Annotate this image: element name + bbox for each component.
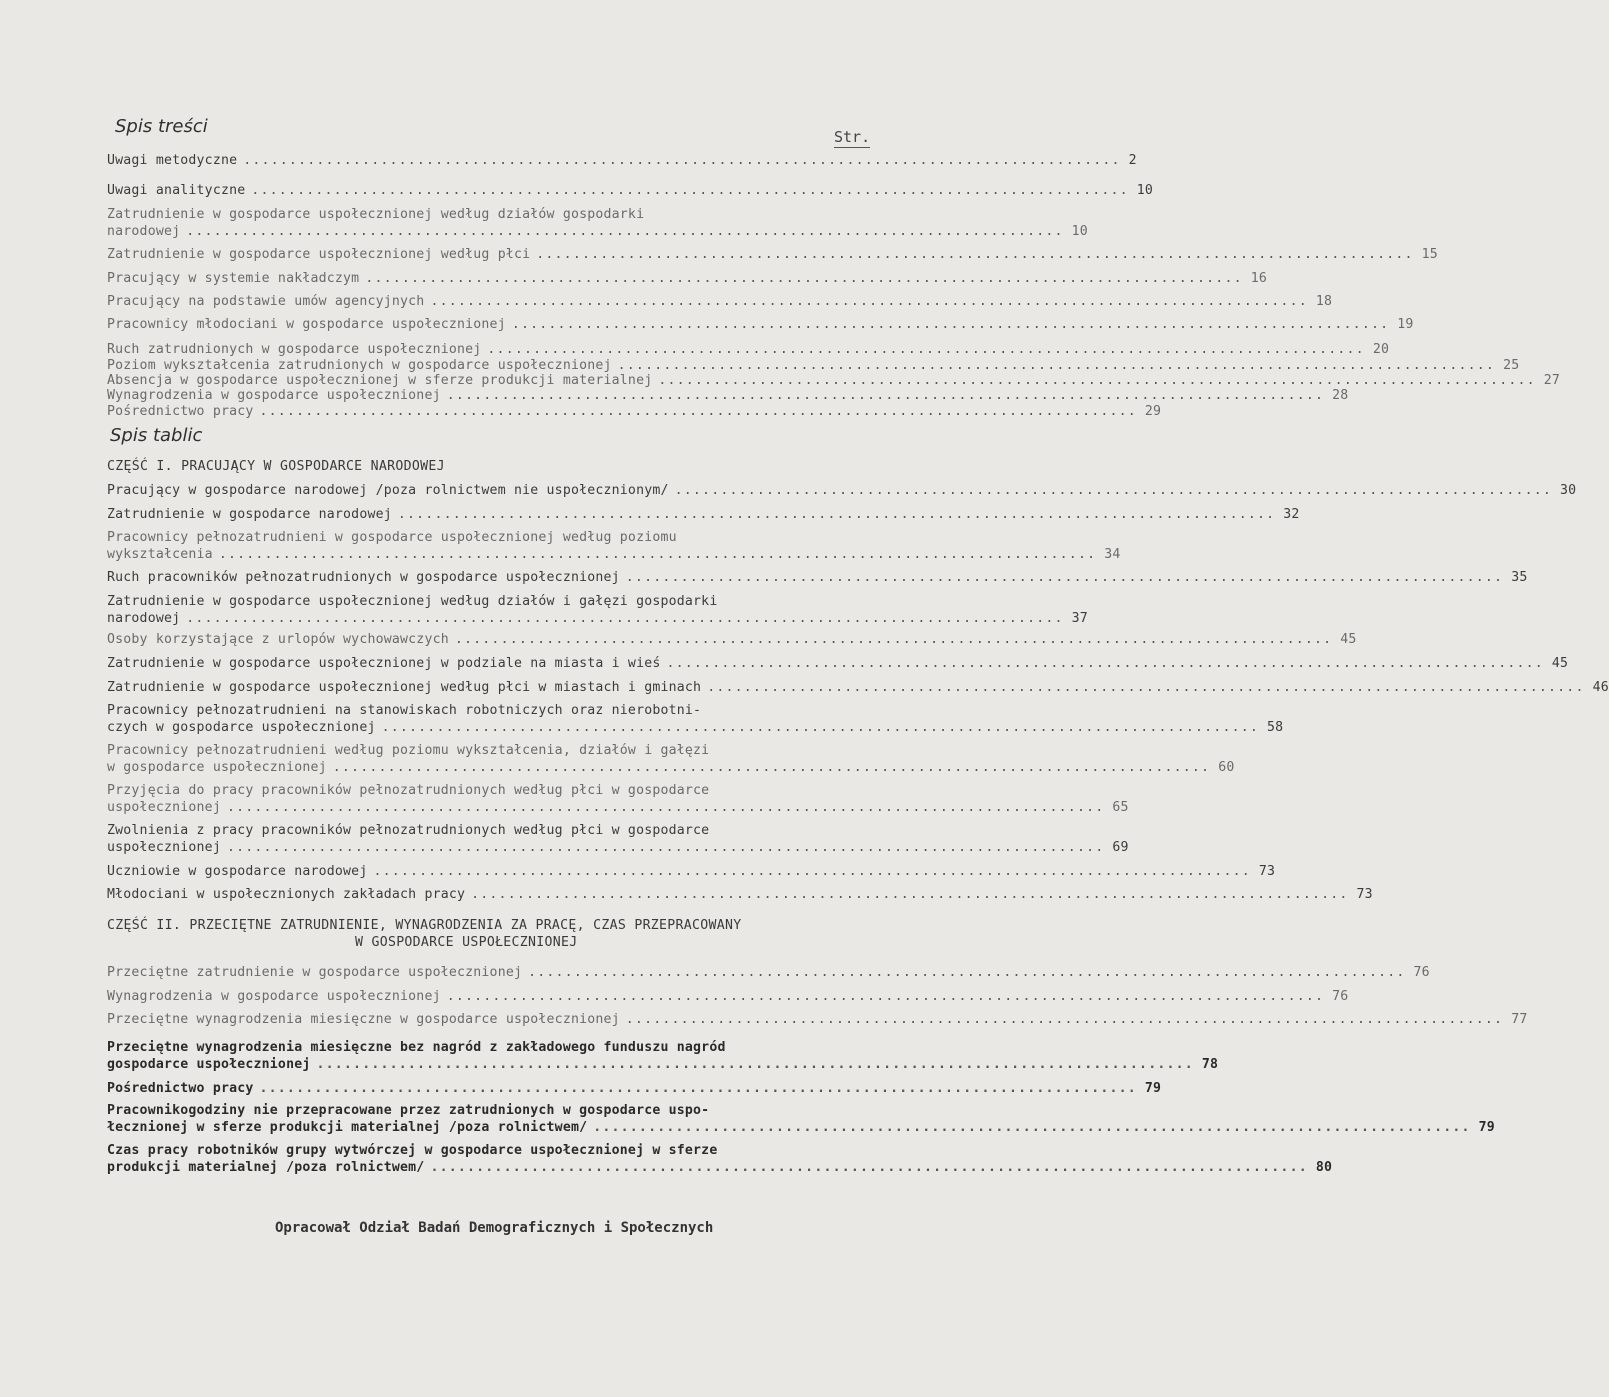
- leader-dots: ................................................................................................: [528, 965, 1406, 980]
- table-entry-text: gospodarce uspołecznionej: [107, 1057, 311, 1072]
- table-entry: [107, 1011, 1528, 1028]
- table-entry-text: narodowej: [107, 611, 181, 626]
- table-entry: [107, 702, 1284, 736]
- leader-dots: ................................................................................................: [454, 632, 1333, 647]
- table-entry-text: Zatrudnienie w gospodarce narodowej: [107, 507, 392, 522]
- leader-dots: ................................................................................................: [446, 989, 1325, 1004]
- table-entry-page: 60: [1218, 760, 1235, 775]
- toc-entry: [107, 403, 1162, 420]
- table-entry-text: łecznionej w sferze produkcji materialnej /poza rolnictwem/: [107, 1120, 588, 1135]
- table-entry-text: Uczniowie w gospodarce narodowej: [107, 864, 368, 879]
- toc-entry: [107, 293, 1333, 310]
- leader-dots: ................................................................................................: [625, 1012, 1504, 1027]
- table-entry-text: Osoby korzystające z urlopów wychowawczych: [107, 632, 449, 647]
- toc-entry: [107, 387, 1349, 404]
- table-entry-text: wykształcenia: [107, 547, 213, 562]
- toc-entry-text: Pośrednictwo pracy: [107, 404, 254, 419]
- table-entry-text: uspołecznionej: [107, 840, 221, 855]
- table-entry: [107, 1142, 1333, 1176]
- leader-dots: ................................................................................................: [226, 800, 1105, 815]
- table-entry-first-line: Pracownicy pełnozatrudnieni według poziomu wykształcenia, działów i gałęzi: [107, 743, 710, 758]
- table-entry-page: 78: [1201, 1057, 1219, 1072]
- leader-dots: ................................................................................................: [316, 1057, 1194, 1072]
- table-entry-text: Pracujący w gospodarce narodowej /poza rolnictwem nie uspołecznionym/: [107, 483, 669, 498]
- part-2-heading: CZĘŚĆ II. PRZECIĘTNE ZATRUDNIENIE, WYNAGRODZENIA ZA PRACĘ, CZAS PRZEPRACOWANY: [107, 918, 742, 933]
- toc-entry-text: Poziom wykształcenia zatrudnionych w gospodarce uspołecznionej: [107, 358, 612, 373]
- contents-title: Spis treści: [115, 116, 208, 137]
- leader-dots: ................................................................................................: [365, 271, 1243, 286]
- part-1-heading: CZĘŚĆ I. PRACUJĄCY W GOSPODARCE NARODOWEJ: [107, 459, 445, 474]
- toc-entry-page: 28: [1332, 388, 1349, 403]
- toc-entry-page: 10: [1071, 224, 1088, 239]
- table-entry: [107, 782, 1129, 816]
- leader-dots: ................................................................................................: [430, 294, 1308, 309]
- table-entry-first-line: Zwolnienia z pracy pracowników pełnozatrudnionych według płci w gospodarce: [107, 823, 710, 838]
- table-entry-text: Zatrudnienie w gospodarce uspołecznionej według płci w miastach i gminach: [107, 680, 702, 695]
- leader-dots: ................................................................................................: [259, 1081, 1137, 1096]
- table-entry-text: uspołecznionej: [107, 800, 221, 815]
- table-entry-page: 65: [1112, 800, 1129, 815]
- table-entry-page: 46: [1592, 680, 1609, 695]
- leader-dots: ................................................................................................: [658, 373, 1536, 388]
- table-entry: [107, 569, 1528, 586]
- leader-dots: ................................................................................................: [381, 720, 1260, 735]
- toc-entry-page: 25: [1503, 358, 1520, 373]
- table-entry: [107, 506, 1300, 523]
- leader-dots: ................................................................................................: [617, 358, 1496, 373]
- toc-entry: [107, 341, 1390, 358]
- table-entry: [107, 988, 1349, 1005]
- table-entry-page: 79: [1478, 1120, 1495, 1135]
- footer-credit: Opracował Odział Badań Demograficznych i Społecznych: [275, 1220, 714, 1236]
- table-entry-text: produkcji materialnej /poza rolnictwem/: [107, 1160, 425, 1175]
- table-entry-page: 45: [1551, 656, 1569, 671]
- table-entry-page: 73: [1356, 887, 1373, 902]
- table-entry-page: 79: [1144, 1081, 1162, 1096]
- toc-entry-text: Uwagi metodyczne: [107, 153, 238, 168]
- table-entry: [107, 631, 1357, 648]
- toc-entry-text: Ruch zatrudnionych w gospodarce uspołecznionej: [107, 342, 482, 357]
- table-entry: [107, 886, 1373, 903]
- leader-dots: ................................................................................................: [536, 247, 1414, 262]
- leader-dots: ................................................................................................: [511, 317, 1390, 332]
- toc-entry: [107, 182, 1154, 199]
- leader-dots: ................................................................................................: [471, 887, 1349, 902]
- table-entry-first-line: Pracownicy pełnozatrudnieni na stanowiskach robotniczych oraz nierobotni-: [107, 703, 702, 718]
- toc-entry-text: Wynagrodzenia w gospodarce uspołecznionej: [107, 388, 441, 403]
- leader-dots: ................................................................................................: [625, 570, 1504, 585]
- toc-entry: [107, 316, 1414, 333]
- toc-entry-page: 29: [1144, 404, 1162, 419]
- table-entry-page: 76: [1332, 989, 1349, 1004]
- table-entry-page: 32: [1283, 507, 1300, 522]
- table-entry: [107, 482, 1577, 499]
- table-entry: [107, 679, 1609, 696]
- leader-dots: ................................................................................................: [243, 153, 1121, 168]
- toc-entry-first-line: Zatrudnienie w gospodarce uspołecznionej według działów gospodarki: [107, 207, 645, 222]
- leader-dots: ................................................................................................: [446, 388, 1325, 403]
- table-entry: [107, 529, 1121, 563]
- table-entry-first-line: Czas pracy robotników grupy wytwórczej w gospodarce uspołecznionej w sferze: [107, 1143, 718, 1158]
- table-entry-text: w gospodarce uspołecznionej: [107, 760, 327, 775]
- toc-entry-text: Absencja w gospodarce uspołecznionej w sferze produkcji materialnej: [107, 373, 653, 388]
- leader-dots: ................................................................................................: [707, 680, 1585, 695]
- toc-entry-page: 2: [1128, 153, 1137, 168]
- table-entry-text: czych w gospodarce uspołecznionej: [107, 720, 376, 735]
- table-entry: [107, 1080, 1162, 1097]
- page-column-label: Str.: [834, 128, 871, 146]
- table-entry: [107, 1102, 1495, 1136]
- leader-dots: ................................................................................................: [666, 656, 1544, 671]
- table-entry-page: 76: [1413, 965, 1430, 980]
- table-entry-page: 80: [1315, 1160, 1333, 1175]
- table-entry-text: Młodociani w uspołecznionych zakładach pracy: [107, 887, 466, 902]
- leader-dots: ................................................................................................: [332, 760, 1211, 775]
- toc-entry-text: narodowej: [107, 224, 181, 239]
- part-2-heading-line2: W GOSPODARCE USPOŁECZNIONEJ: [355, 935, 578, 950]
- table-entry-text: Wynagrodzenia w gospodarce uspołecznionej: [107, 989, 441, 1004]
- leader-dots: ................................................................................................: [186, 224, 1064, 239]
- toc-entry: [107, 152, 1137, 169]
- table-entry-page: 77: [1511, 1012, 1528, 1027]
- table-entry-first-line: Przeciętne wynagrodzenia miesięczne bez nagród z zakładowego funduszu nagród: [107, 1040, 726, 1055]
- toc-entry-page: 19: [1397, 317, 1414, 332]
- leader-dots: ................................................................................................: [259, 404, 1137, 419]
- leader-dots: ................................................................................................: [251, 183, 1129, 198]
- table-entry-first-line: Pracownikogodziny nie przepracowane przez zatrudnionych w gospodarce uspo-: [107, 1103, 710, 1118]
- table-entry-page: 45: [1340, 632, 1357, 647]
- leader-dots: ................................................................................................: [186, 611, 1064, 626]
- toc-entry-text: Zatrudnienie w gospodarce uspołecznionej według płci: [107, 247, 531, 262]
- leader-dots: ................................................................................................: [593, 1120, 1471, 1135]
- leader-dots: ................................................................................................: [397, 507, 1276, 522]
- leader-dots: ................................................................................................: [674, 483, 1553, 498]
- table-entry-page: 73: [1258, 864, 1276, 879]
- toc-entry-page: 27: [1543, 373, 1561, 388]
- table-entry-page: 35: [1511, 570, 1528, 585]
- table-entry-first-line: Zatrudnienie w gospodarce uspołecznionej według działów i gałęzi gospodarki: [107, 594, 718, 609]
- table-entry-page: 58: [1267, 720, 1284, 735]
- table-entry-page: 37: [1071, 611, 1088, 626]
- tables-title: Spis tablic: [110, 425, 203, 446]
- table-entry-text: Przeciętne wynagrodzenia miesięczne w gospodarce uspołecznionej: [107, 1012, 620, 1027]
- table-entry-text: Przeciętne zatrudnienie w gospodarce uspołecznionej: [107, 965, 523, 980]
- table-entry: [107, 1039, 1219, 1073]
- toc-entry: [107, 270, 1268, 287]
- table-entry: [107, 593, 1088, 627]
- leader-dots: ................................................................................................: [487, 342, 1365, 357]
- leader-dots: ................................................................................................: [226, 840, 1105, 855]
- table-entry: [107, 964, 1430, 981]
- leader-dots: ................................................................................................: [218, 547, 1097, 562]
- leader-dots: ................................................................................................: [430, 1160, 1308, 1175]
- table-entry-page: 69: [1112, 840, 1129, 855]
- toc-entry-page: 15: [1421, 247, 1438, 262]
- toc-entry-text: Pracujący na podstawie umów agencyjnych: [107, 294, 425, 309]
- toc-entry-page: 18: [1315, 294, 1333, 309]
- table-entry-first-line: Przyjęcia do pracy pracowników pełnozatrudnionych według płci w gospodarce: [107, 783, 710, 798]
- table-entry-text: Ruch pracowników pełnozatrudnionych w gospodarce uspołecznionej: [107, 570, 620, 585]
- table-entry: [107, 742, 1235, 776]
- table-entry: [107, 863, 1276, 880]
- table-entry-text: Pośrednictwo pracy: [107, 1081, 254, 1096]
- table-entry-first-line: Pracownicy pełnozatrudnieni w gospodarce uspołecznionej według poziomu: [107, 530, 677, 545]
- toc-entry-page: 16: [1250, 271, 1268, 286]
- toc-entry-text: Uwagi analityczne: [107, 183, 246, 198]
- table-entry-text: Zatrudnienie w gospodarce uspołecznionej w podziale na miasta i wieś: [107, 656, 661, 671]
- toc-entry-text: Pracownicy młodociani w gospodarce uspołecznionej: [107, 317, 506, 332]
- table-entry: [107, 822, 1129, 856]
- table-entry-page: 30: [1560, 483, 1577, 498]
- toc-entry: [107, 246, 1438, 263]
- table-entry: [107, 655, 1569, 672]
- leader-dots: ................................................................................................: [373, 864, 1251, 879]
- toc-entry-text: Pracujący w systemie nakładczym: [107, 271, 360, 286]
- toc-entry-page: 10: [1136, 183, 1154, 198]
- table-entry-page: 34: [1104, 547, 1121, 562]
- toc-entry: [107, 206, 1088, 240]
- toc-entry-page: 20: [1372, 342, 1390, 357]
